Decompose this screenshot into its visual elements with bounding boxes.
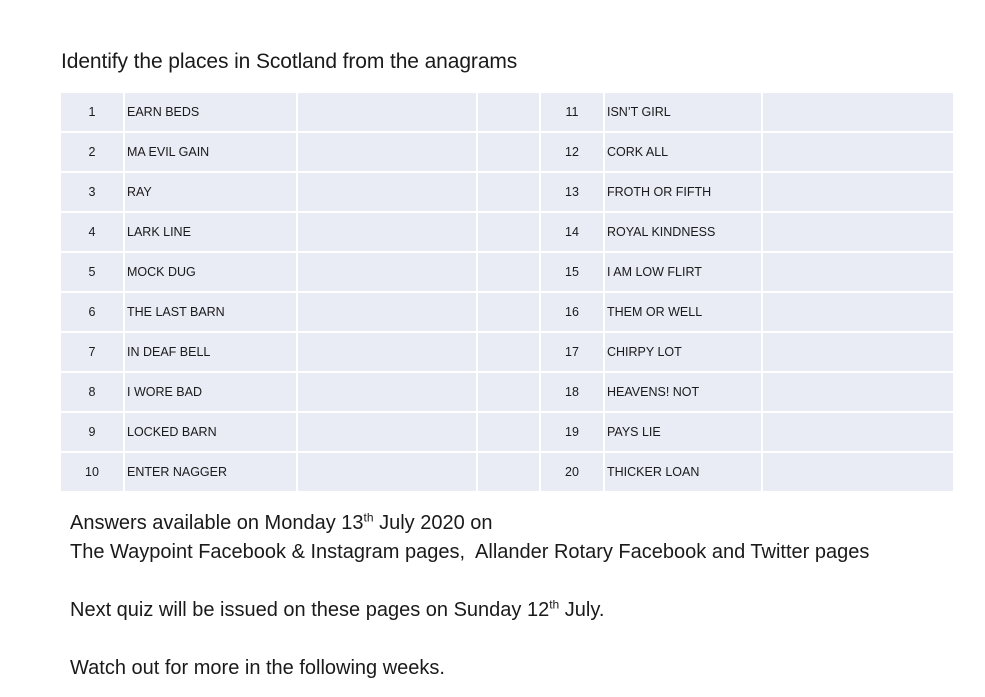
answer-cell: [477, 332, 540, 372]
item-number: 11: [540, 93, 604, 132]
item-number: 18: [540, 372, 604, 412]
item-number: 5: [61, 252, 124, 292]
anagram-text: MOCK DUG: [124, 252, 297, 292]
anagram-text: EARN BEDS: [124, 93, 297, 132]
item-number: 17: [540, 332, 604, 372]
item-number: 20: [540, 452, 604, 491]
anagram-text: I AM LOW FLIRT: [604, 252, 762, 292]
answer-cell: [762, 412, 953, 452]
answer-cell: [762, 93, 953, 132]
answer-cell: [297, 372, 477, 412]
watch-line: Watch out for more in the following weeks.: [70, 657, 445, 679]
item-number: 13: [540, 172, 604, 212]
answer-cell: [297, 172, 477, 212]
table-row: [61, 412, 953, 452]
anagram-text: HEAVENS! NOT: [604, 372, 762, 412]
answers-line: Answers available on Monday 13th July 2020 on: [70, 510, 493, 534]
item-number: 12: [540, 132, 604, 172]
item-number: 10: [61, 452, 124, 491]
item-number: 14: [540, 212, 604, 252]
table-row: [61, 292, 953, 332]
table-row: [61, 452, 953, 491]
anagram-text: RAY: [124, 172, 297, 212]
answer-cell: [477, 452, 540, 491]
item-number: 1: [61, 93, 124, 132]
answer-cell: [762, 212, 953, 252]
table-row: [61, 212, 953, 252]
anagram-text: THEM OR WELL: [604, 292, 762, 332]
answer-cell: [477, 93, 540, 132]
answer-cell: [297, 452, 477, 491]
table-row: [61, 93, 953, 132]
table-row: [61, 132, 953, 172]
anagram-text: FROTH OR FIFTH: [604, 172, 762, 212]
answer-cell: [477, 292, 540, 332]
answer-cell: [762, 132, 953, 172]
item-number: 7: [61, 332, 124, 372]
answer-cell: [477, 252, 540, 292]
table-row: [61, 172, 953, 212]
anagram-table: [61, 93, 953, 491]
answer-cell: [297, 292, 477, 332]
answer-cell: [297, 412, 477, 452]
anagram-text: ENTER NAGGER: [124, 452, 297, 491]
anagram-text: CORK ALL: [604, 132, 762, 172]
answer-cell: [762, 332, 953, 372]
answer-cell: [477, 212, 540, 252]
answer-cell: [477, 372, 540, 412]
table-row: [61, 252, 953, 292]
anagram-text: PAYS LIE: [604, 412, 762, 452]
anagram-text: THE LAST BARN: [124, 292, 297, 332]
answer-cell: [297, 252, 477, 292]
item-number: 4: [61, 212, 124, 252]
item-number: 19: [540, 412, 604, 452]
answer-cell: [762, 452, 953, 491]
answer-cell: [297, 212, 477, 252]
item-number: 2: [61, 132, 124, 172]
item-number: 8: [61, 372, 124, 412]
anagram-text: I WORE BAD: [124, 372, 297, 412]
anagram-text: LOCKED BARN: [124, 412, 297, 452]
anagram-text: THICKER LOAN: [604, 452, 762, 491]
anagram-text: ISN’T GIRL: [604, 93, 762, 132]
answer-cell: [762, 252, 953, 292]
answer-cell: [477, 132, 540, 172]
table-row: [61, 372, 953, 412]
pages-line: The Waypoint Facebook & Instagram pages, Allander Rotary Facebook and Twitter pages: [70, 541, 870, 563]
anagram-text: CHIRPY LOT: [604, 332, 762, 372]
anagram-text: LARK LINE: [124, 212, 297, 252]
quiz-title: Identify the places in Scotland from the anagrams: [61, 50, 518, 73]
item-number: 6: [61, 292, 124, 332]
answer-cell: [762, 372, 953, 412]
answer-cell: [297, 132, 477, 172]
item-number: 3: [61, 172, 124, 212]
item-number: 16: [540, 292, 604, 332]
answer-cell: [477, 172, 540, 212]
answer-cell: [297, 93, 477, 132]
next-quiz-line: Next quiz will be issued on these pages on Sunday 12th July.: [70, 597, 605, 621]
answer-cell: [297, 332, 477, 372]
anagram-text: ROYAL KINDNESS: [604, 212, 762, 252]
notes-section: [70, 509, 869, 683]
anagram-text: IN DEAF BELL: [124, 332, 297, 372]
answer-cell: [762, 172, 953, 212]
answer-cell: [477, 412, 540, 452]
item-number: 15: [540, 252, 604, 292]
item-number: 9: [61, 412, 124, 452]
anagram-text: MA EVIL GAIN: [124, 132, 297, 172]
answer-cell: [762, 292, 953, 332]
table-row: [61, 332, 953, 372]
